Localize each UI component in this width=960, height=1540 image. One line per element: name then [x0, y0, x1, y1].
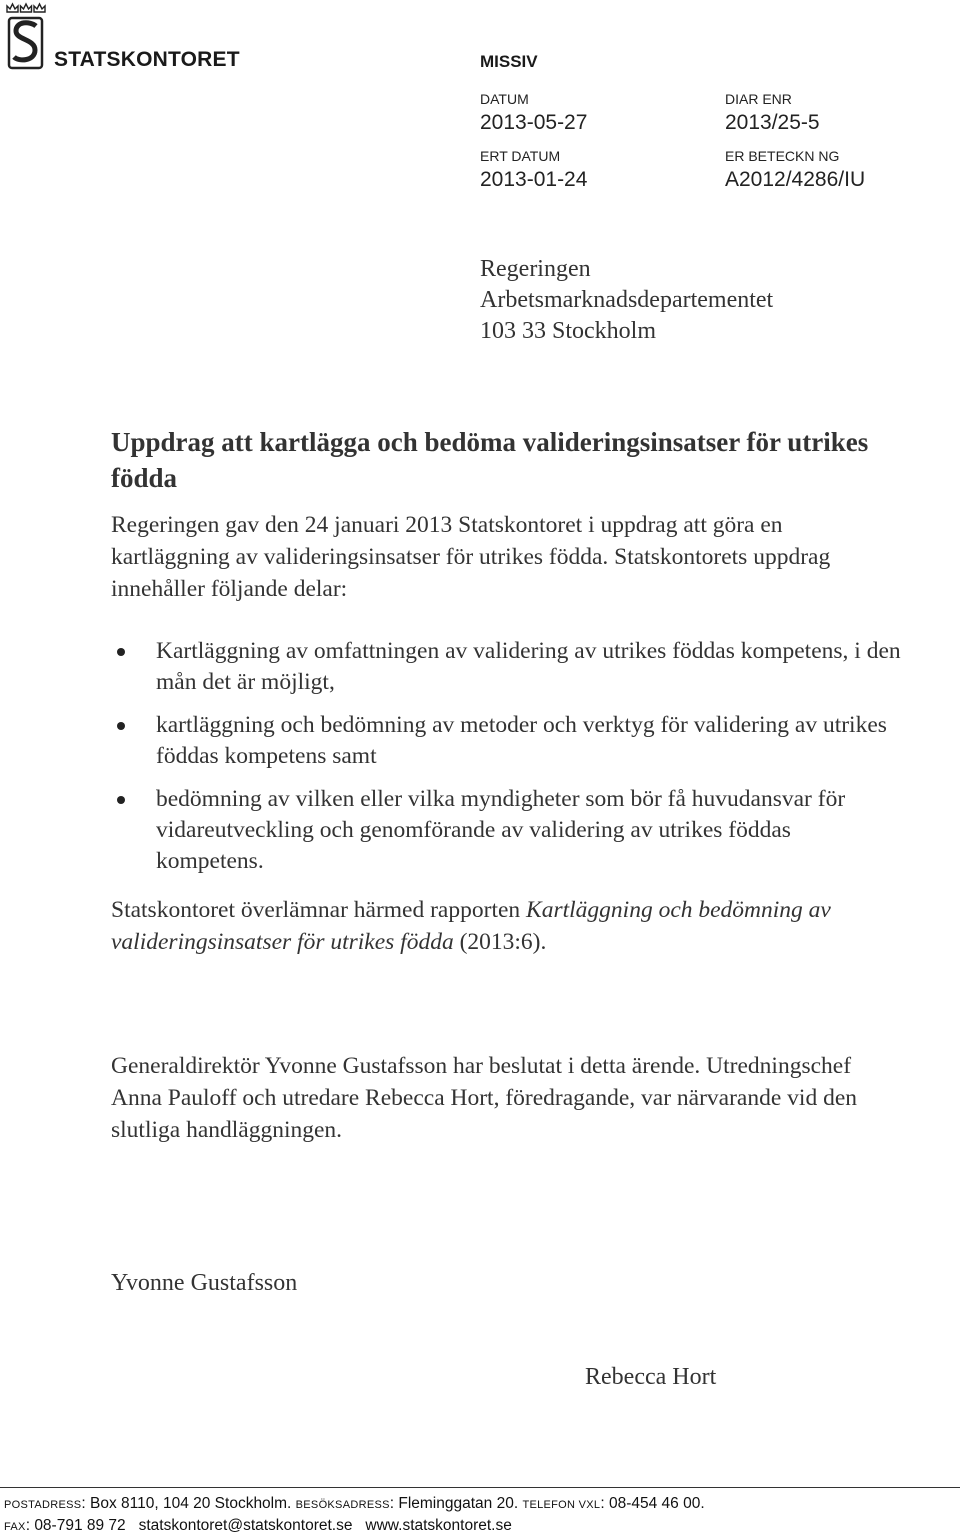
crown-s-emblem-icon: [4, 2, 48, 72]
telefon-label: TELEFON VXL: [522, 1499, 601, 1511]
bullet-icon: [117, 796, 125, 804]
recipient-line: Regeringen: [480, 256, 591, 282]
telefon-value: 08-454 46 00.: [608, 1495, 705, 1512]
list-item-text: bedömning av vilken eller vilka myndigheter som bör få huvudansvar för vidareutveckling och genomförande av validering av utrikes föddas kompetens.: [156, 786, 846, 874]
list-item: [111, 636, 901, 698]
footer-contact-line: FAX: 08-791 89 72 statskontoret@statskontoret.se www.statskontoret.se: [4, 1517, 512, 1534]
signature-rapporteur: Rebecca Hort: [585, 1364, 717, 1390]
bullet-icon: [117, 648, 125, 656]
handover-paragraph: [111, 894, 901, 958]
fax-value: 08-791 89 72: [34, 1517, 126, 1534]
recipient-line: Arbetsmarknadsdepartementet: [480, 287, 774, 313]
list-item: [111, 710, 901, 772]
ert-datum-value: 2013-01-24: [480, 168, 588, 191]
diar-enr-value: 2013/25-5: [725, 111, 820, 134]
intro-paragraph: Regeringen gav den 24 januari 2013 Statskontoret i uppdrag att göra en kartläggning av valideringsinsatser för utrikes födda. Statskontorets uppdrag innehåller följande delar:: [111, 512, 831, 602]
statskontoret-wordmark: STATSKONTORET: [54, 48, 240, 71]
handover-suffix: (2013:6).: [453, 929, 547, 955]
letter-title: Uppdrag att kartlägga och bedöma valideringsinsatser för utrikes födda: [111, 427, 869, 493]
footer-address-line: POSTADRESS: Box 8110, 104 20 Stockholm. BESÖKSADRESS: Fleminggatan 20. TELEFON VXL: 08-454 46 00.: [4, 1495, 705, 1512]
er-beteckning-label: ER BETECKN NG: [725, 148, 840, 164]
email-link[interactable]: statskontoret@statskontoret.se: [138, 1517, 353, 1534]
diar-enr-label: DIAR ENR: [725, 91, 792, 107]
besoksadress-value: Fleminggatan 20.: [398, 1495, 519, 1512]
list-item: [111, 784, 901, 877]
postadress-value: Box 8110, 104 20 Stockholm.: [90, 1495, 292, 1512]
report-title: Kartläggning och bedömning av valideringsinsatser för utrikes födda: [111, 897, 831, 955]
list-item-text: Kartläggning av omfattningen av validering av utrikes föddas kompetens, i den mån det är möjligt,: [156, 638, 901, 695]
footer-divider: [0, 1487, 960, 1488]
recipient-address: [480, 254, 773, 347]
document-type: MISSIV: [480, 52, 538, 71]
signature-director-general: Yvonne Gustafsson: [111, 1270, 298, 1296]
decision-paragraph: Generaldirektör Yvonne Gustafsson har beslutat i detta ärende. Utredningschef Anna Pauloff och utredare Rebecca Hort, föredragande, var närvarande vid den slutliga handläggningen.: [111, 1053, 857, 1143]
assignment-parts-list: [111, 636, 901, 889]
fax-label: FAX: [4, 1521, 26, 1533]
er-beteckning-value: A2012/4286/IU: [725, 168, 866, 191]
besoksadress-label: BESÖKSADRESS: [295, 1499, 390, 1511]
datum-value: 2013-05-27: [480, 111, 588, 134]
recipient-line: 103 33 Stockholm: [480, 318, 657, 344]
bullet-icon: [117, 722, 125, 730]
list-item-text: kartläggning och bedömning av metoder och verktyg för validering av utrikes föddas kompetens samt: [156, 712, 887, 769]
postadress-label: POSTADRESS: [4, 1499, 82, 1511]
handover-prefix: Statskontoret överlämnar härmed rapporten: [111, 897, 527, 923]
ert-datum-label: ERT DATUM: [480, 148, 561, 164]
website-link[interactable]: www.statskontoret.se: [365, 1517, 512, 1534]
datum-label: DATUM: [480, 91, 529, 107]
